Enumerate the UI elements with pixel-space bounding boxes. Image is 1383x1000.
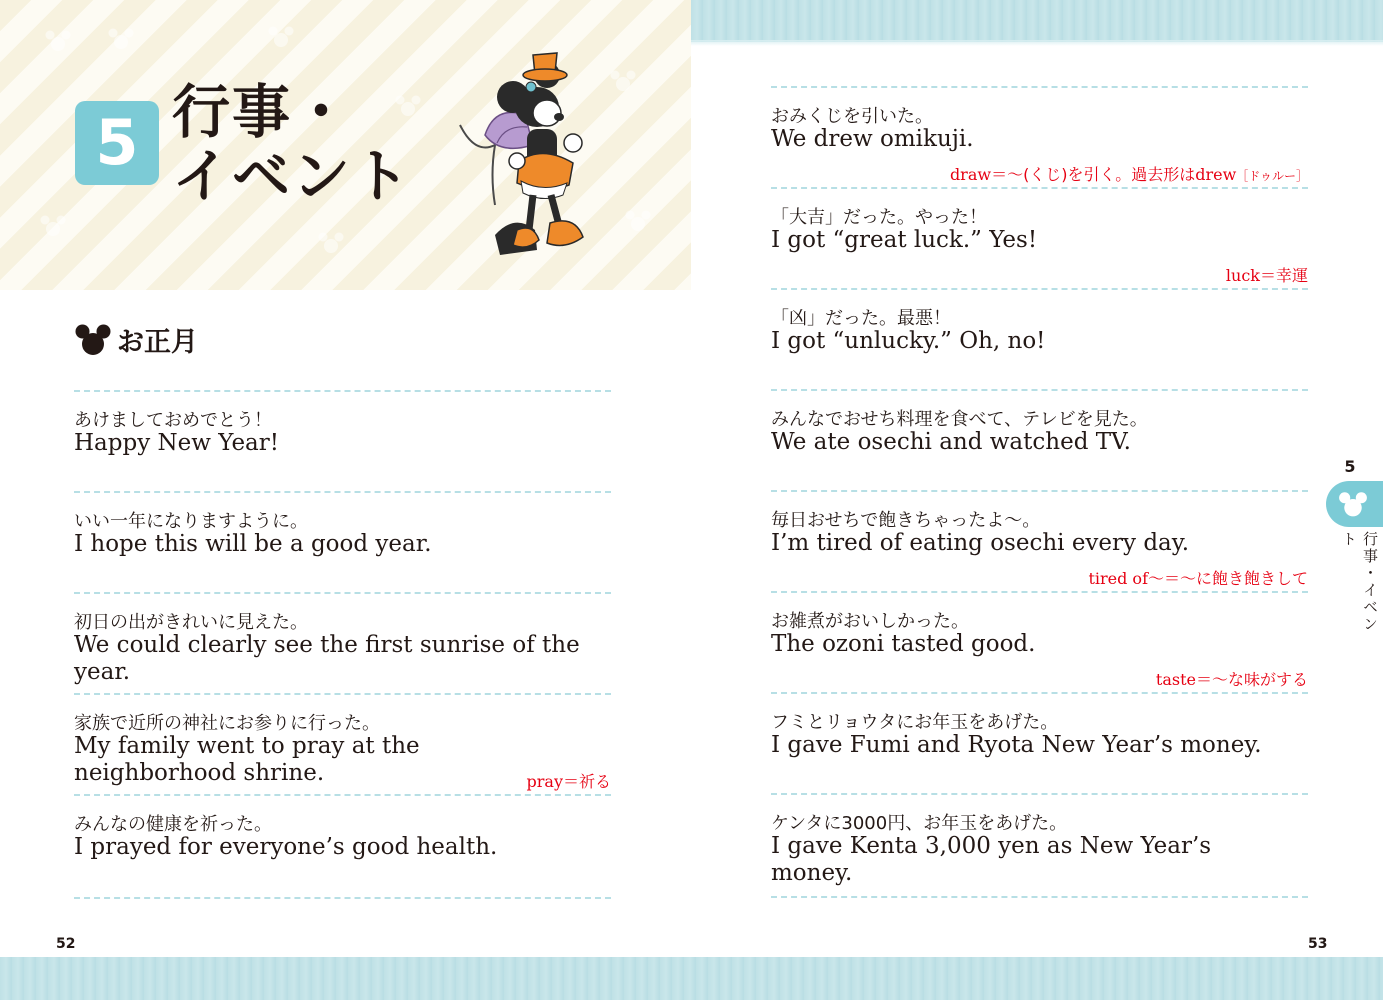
- side-tab-number: 5: [1344, 457, 1356, 476]
- mickey-pattern-icon: [108, 28, 134, 50]
- bottom-decorative-strip: [0, 957, 1383, 1000]
- phrase-entry: [771, 389, 1308, 490]
- japanese-phrase: いい一年になりますように。: [74, 511, 308, 532]
- vocab-note: [1226, 263, 1308, 286]
- japanese-phrase: お雑煮がおいしかった。: [771, 611, 969, 632]
- top-decorative-strip: [691, 0, 1383, 42]
- phrase-entry: [74, 794, 611, 899]
- phrase-entry: [771, 591, 1308, 692]
- phrase-entry: [771, 793, 1308, 898]
- vocab-note: [1088, 566, 1308, 589]
- vocab-note: [1156, 667, 1308, 690]
- chapter-title-line1: 行事・: [172, 78, 353, 146]
- side-tab-label: 行事・イベント: [1340, 531, 1379, 633]
- japanese-phrase: あけましておめでとう！: [74, 410, 272, 431]
- japanese-phrase: フミとリョウタにお年玉をあげた。: [771, 712, 1059, 733]
- mickey-pattern-icon: [610, 70, 636, 92]
- vocab-pronunciation: ［ドゥルー］: [1236, 169, 1308, 183]
- japanese-phrase: 「凶」だった。最悪！: [771, 308, 951, 329]
- mickey-pattern-icon: [40, 215, 66, 237]
- english-phrase: We could clearly see the first sunrise of the year.: [74, 632, 580, 685]
- phrase-entry: [74, 491, 611, 592]
- english-phrase: We ate osechi and watched TV.: [771, 429, 1131, 455]
- phrase-entry: [771, 288, 1308, 389]
- chapter-side-tab: [1322, 455, 1383, 635]
- phrase-entry: [771, 187, 1308, 288]
- vocab-meaning: 〜＝〜に飽き飽きして: [1147, 569, 1308, 588]
- section-header: [75, 320, 198, 359]
- mickey-pattern-icon: [625, 210, 651, 232]
- english-phrase: I got “unlucky.” Oh, no!: [771, 328, 1046, 354]
- section-title: お正月: [117, 327, 198, 358]
- phrase-entry: [74, 693, 611, 794]
- vocab-word: draw: [949, 165, 992, 184]
- chapter-title: [172, 80, 412, 208]
- english-phrase: I’m tired of eating osechi every day.: [771, 530, 1190, 556]
- english-phrase: We drew omikuji.: [771, 126, 974, 152]
- page-number-right: 53: [1308, 936, 1328, 952]
- side-tab-pill: [1326, 481, 1383, 527]
- vocab-note: [950, 162, 1308, 185]
- chapter-title-line2: イベント: [172, 142, 413, 210]
- phrase-entry: [74, 390, 611, 491]
- mickey-pattern-icon: [268, 26, 294, 48]
- japanese-phrase: みんなの健康を祈った。: [74, 814, 272, 835]
- japanese-phrase: 「大吉」だった。やった！: [771, 207, 987, 228]
- vocab-note: [527, 769, 611, 792]
- japanese-phrase: 家族で近所の神社にお参りに行った。: [74, 713, 380, 734]
- vocab-meaning: ＝〜な味がする: [1195, 670, 1308, 689]
- mickey-pattern-icon: [45, 30, 71, 52]
- phrase-entry: [74, 592, 611, 693]
- japanese-phrase: ケンタに3000円、お年玉をあげた。: [771, 813, 1068, 834]
- phrase-entry: [771, 86, 1308, 187]
- japanese-phrase: おみくじを引いた。: [771, 106, 933, 127]
- english-phrase: I hope this will be a good year.: [74, 531, 432, 557]
- english-phrase: The ozoni tasted good.: [771, 631, 1036, 657]
- english-phrase: Happy New Year!: [74, 430, 280, 456]
- vocab-word: luck: [1225, 266, 1260, 285]
- phrase-entry: [771, 490, 1308, 591]
- phrase-entry: [771, 692, 1308, 793]
- mickey-pattern-icon: [318, 232, 344, 254]
- mickey-head-icon: [1338, 491, 1368, 518]
- english-phrase: I gave Kenta 3,000 yen as New Year’s money.: [771, 833, 1212, 886]
- english-phrase: I gave Fumi and Ryota New Year’s money.: [771, 732, 1262, 758]
- japanese-phrase: 初日の出がきれいに見えた。: [74, 612, 308, 633]
- english-phrase: I prayed for everyone’s good health.: [74, 834, 498, 860]
- vocab-word-past: drew: [1195, 165, 1237, 184]
- vocab-word: taste: [1155, 670, 1196, 689]
- page-number-left: 52: [56, 936, 76, 952]
- vocab-word: pray: [526, 772, 563, 791]
- japanese-phrase: 毎日おせちで飽きちゃったよ〜。: [771, 510, 1041, 531]
- vocab-word: tired of: [1088, 569, 1148, 588]
- english-phrase: I got “great luck.” Yes!: [771, 227, 1038, 253]
- vocab-meaning: ＝祈る: [562, 772, 611, 791]
- vocab-meaning: ＝幸運: [1259, 266, 1308, 285]
- english-phrase: My family went to pray at the neighborhood shrine.: [74, 733, 420, 786]
- minnie-mouse-illustration: [455, 45, 590, 260]
- vocab-meaning: ＝〜(くじ)を引く。過去形は: [991, 165, 1196, 184]
- chapter-number-badge: 5: [75, 101, 159, 185]
- japanese-phrase: みんなでおせち料理を食べて、テレビを見た。: [771, 409, 1148, 430]
- mickey-head-icon: [75, 323, 111, 357]
